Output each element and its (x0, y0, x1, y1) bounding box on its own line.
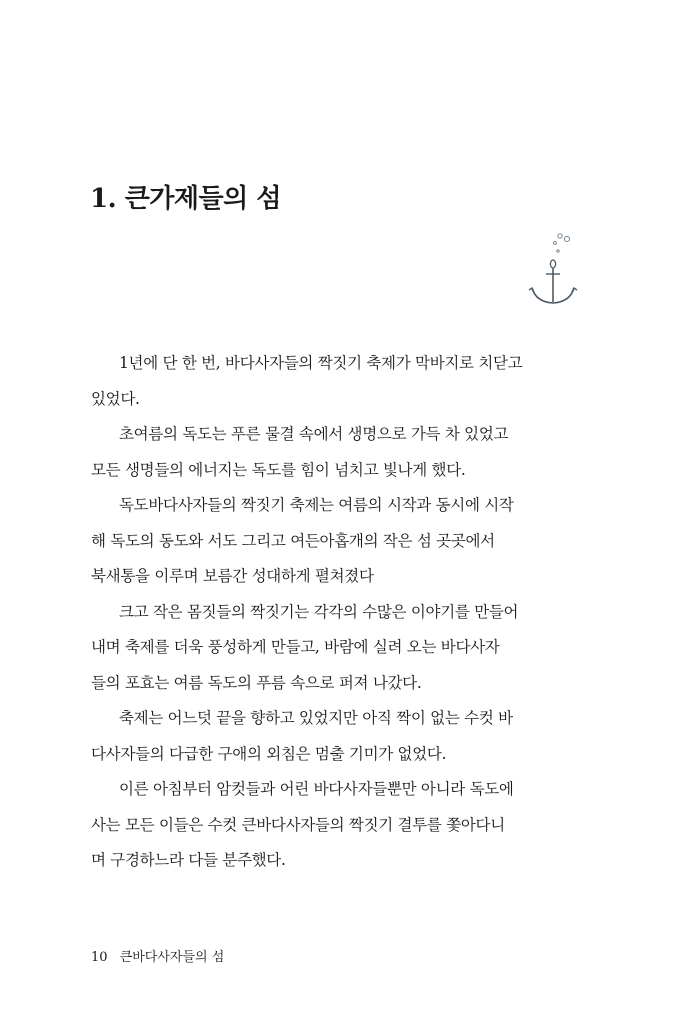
text-line: 초여름의 독도는 푸른 물결 속에서 생명으로 가득 차 있었고 (119, 425, 509, 443)
text-line: 해 독도의 동도와 서도 그리고 여든아홉개의 작은 섬 곳곳에서 (91, 531, 495, 550)
page-footer (91, 946, 224, 965)
anchor-icon (524, 226, 580, 310)
text-line: 크고 작은 몸짓들의 짝짓기는 각각의 수많은 이야기를 만들어 (119, 602, 519, 621)
text-line: 들의 포효는 여름 독도의 푸름 속으로 퍼져 나갔다. (91, 673, 422, 692)
text-line: 북새통을 이루며 보름간 성대하게 펼쳐졌다 (91, 567, 374, 585)
page-number: 10 (91, 950, 108, 965)
text-line: 독도바다사자들의 짝짓기 축제는 여름의 시작과 동시에 시작 (119, 496, 514, 514)
body-text (91, 346, 579, 879)
text-line: 이른 아침부터 암컷들과 어린 바다사자들뿐만 아니라 독도에 (119, 780, 514, 798)
text-line: 사는 모든 이들은 수컷 큰바다사자들의 짝짓기 결투를 쫓아다니 (91, 815, 505, 834)
text-line: 며 구경하느라 다들 분주했다. (91, 851, 286, 869)
text-line: 내며 축제를 더욱 풍성하게 만들고, 바람에 실려 오는 바다사자 (91, 638, 500, 656)
text-line: 1년에 단 한 번, 바다사자들의 짝짓기 축제가 막바지로 치닫고 (119, 354, 523, 372)
running-title: 큰바다사자들의 섬 (119, 950, 225, 965)
text-line: 있었다. (91, 389, 140, 408)
text-line: 모든 생명들의 에너지는 독도를 힘이 넘치고 빛나게 했다. (91, 460, 466, 479)
text-line: 다사자들의 다급한 구애의 외침은 멈출 기미가 없었다. (91, 744, 447, 763)
chapter-title: 1. 큰가제들의 섬 (90, 184, 281, 214)
text-line: 축제는 어느덧 끝을 향하고 있었지만 아직 짝이 없는 수컷 바 (119, 709, 513, 727)
